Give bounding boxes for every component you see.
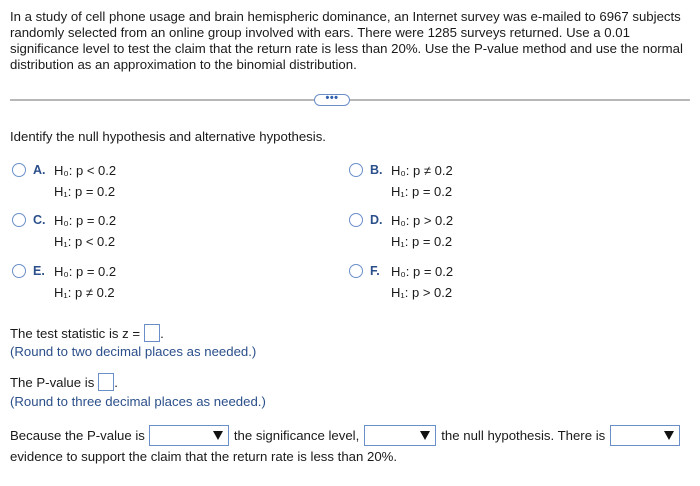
option-d-radio[interactable] [349, 213, 363, 227]
chevron-down-icon [213, 431, 223, 440]
conclusion-text-4: evidence to support the claim that the return rate is less than 20%. [10, 449, 398, 464]
test-statistic-input[interactable] [144, 324, 160, 342]
more-dots-icon: ••• [325, 92, 339, 104]
option-c-letter: C. [33, 213, 46, 227]
p-value-row [10, 373, 118, 391]
option-e[interactable] [12, 263, 116, 303]
conclusion-row [10, 425, 695, 446]
option-c-null: H₀: p = 0.2 [54, 213, 117, 228]
option-a-alt: H₁: p = 0.2 [54, 184, 116, 199]
evidence-dropdown[interactable] [610, 425, 680, 446]
option-d-null: H₀: p > 0.2 [391, 213, 454, 228]
chevron-down-icon [420, 431, 430, 440]
problem-statement: In a study of cell phone usage and brain hemispheric dominance, an Internet survey was e-mailed to 6967 subjects randomly selected from an online group involved with ears. There were 1285 surveys returned. Use a 0.01 significance level to test the claim that the return rate is less than 20%. Use the P-value method and use the normal distribution as an approximation to the binomial distribution. [10, 9, 683, 72]
option-d-letter: D. [370, 213, 383, 227]
option-d-hypotheses [391, 210, 453, 252]
p-value-period: . [114, 374, 118, 390]
option-e-null: H₀: p = 0.2 [54, 264, 117, 279]
option-c-hypotheses [54, 210, 116, 252]
option-a-null: H₀: p < 0.2 [54, 163, 117, 178]
option-b-hypotheses [391, 160, 453, 202]
option-b-null: H₀: p ≠ 0.2 [391, 163, 453, 178]
question-prompt: Identify the null hypothesis and alternative hypothesis. [10, 129, 326, 144]
test-statistic-label: The test statistic is z = [10, 325, 141, 341]
option-b-radio[interactable] [349, 163, 363, 177]
option-a-radio[interactable] [12, 163, 26, 177]
option-a-letter: A. [33, 163, 46, 177]
option-a-hypotheses [54, 160, 116, 202]
option-c-alt: H₁: p < 0.2 [54, 234, 116, 249]
option-b-letter: B. [370, 163, 383, 177]
option-f-hypotheses [391, 261, 453, 303]
p-value-note: (Round to three decimal places as needed.) [10, 394, 266, 409]
option-d[interactable] [349, 212, 453, 252]
option-f[interactable] [349, 263, 453, 303]
option-e-radio[interactable] [12, 264, 26, 278]
p-value-label: The P-value is [10, 374, 95, 390]
p-value-input[interactable] [98, 373, 114, 391]
test-statistic-period: . [160, 325, 164, 341]
option-c-radio[interactable] [12, 213, 26, 227]
test-statistic-row [10, 324, 164, 342]
option-c[interactable] [12, 212, 116, 252]
option-e-letter: E. [33, 264, 45, 278]
conclusion-block [10, 425, 695, 467]
option-e-alt: H₁: p ≠ 0.2 [54, 285, 115, 300]
more-options-button[interactable] [314, 94, 350, 106]
option-f-null: H₀: p = 0.2 [391, 264, 454, 279]
option-b[interactable] [349, 162, 453, 202]
comparison-dropdown[interactable] [149, 425, 229, 446]
option-f-letter: F. [370, 264, 380, 278]
conclusion-text-3: the null hypothesis. There is [441, 428, 606, 443]
test-statistic-note: (Round to two decimal places as needed.) [10, 344, 257, 359]
option-a[interactable] [12, 162, 116, 202]
option-f-alt: H₁: p > 0.2 [391, 285, 453, 300]
conclusion-text-2: the significance level, [233, 428, 360, 443]
section-divider [10, 99, 690, 101]
option-e-hypotheses [54, 261, 116, 303]
decision-dropdown[interactable] [364, 425, 436, 446]
option-b-alt: H₁: p = 0.2 [391, 184, 453, 199]
option-d-alt: H₁: p = 0.2 [391, 234, 453, 249]
chevron-down-icon [664, 431, 674, 440]
conclusion-text-1: Because the P-value is [10, 428, 145, 443]
option-f-radio[interactable] [349, 264, 363, 278]
